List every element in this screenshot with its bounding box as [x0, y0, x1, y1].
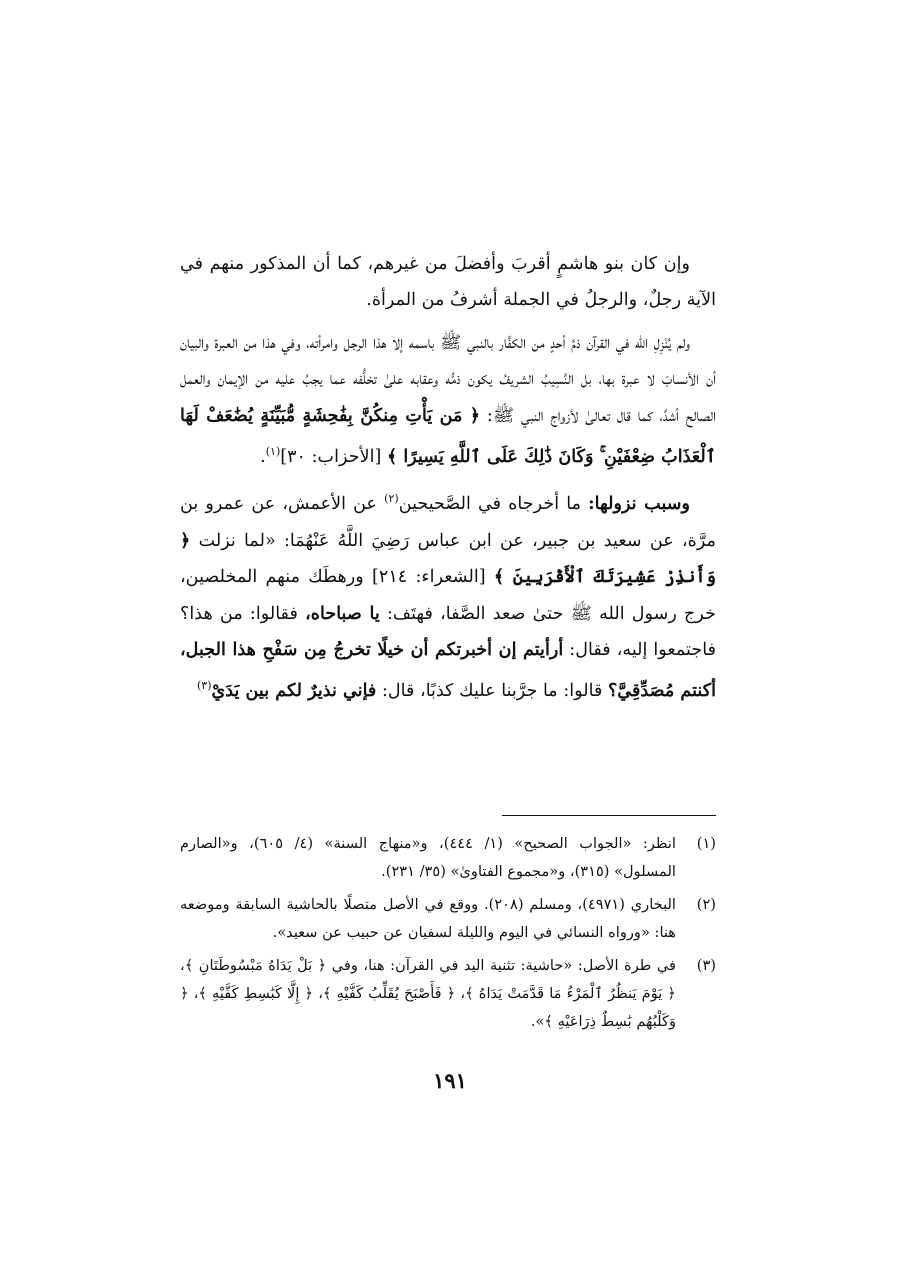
footnote-marker-2[interactable]: (٢) — [384, 492, 399, 506]
paragraph-1 — [180, 246, 716, 319]
paragraph-2-text: ولم يُنْزِلِ الله في القرآن ذمَّ أحدٍ من الكفَّار بالنبي ﷺ باسمه إلا هذا الرجل وامرأته، وفي هذا من العبرة والبيان أن الأنسابَ لا عبرة بها، بل النَّسِيبُ الشريفُ يكون ذمُّه وعقابه علىٰ تخلُّفه عما يجبُ عليه من الإيمان والعمل الصالح أشدَّ، كما قال تعالىٰ لأزواج النبي ﷺ: — [180, 332, 716, 426]
quran-verse-shuara: ﴿ وَأَنذِرْ عَشِيرَتَكَ ٱلْأَقْرَبِينَ ﴾ — [180, 529, 716, 588]
paragraph-3-text-c: [الشعراء: ٢١٤] ورهطَك منهم المخلصين، خرج رسول الله ﷺ حتىٰ صعد الصَّفا، فهتَف: — [180, 567, 716, 624]
footnote-1 — [180, 830, 716, 885]
footnote-text: في طرة الأصل: «حاشية: تثنية اليد في القرآن: هنا، وفي ﴿ بَلْ يَدَاهُ مَبْسُوطَتَانِ ﴾، ﴿ يَوْمَ يَنظُرُ ٱلْمَرْءُ مَا قَدَّمَتْ يَدَاهُ ﴾، ﴿ فَأَصْبَحَ يُقَلِّبُ كَفَّيْهِ ﴾، ﴿ إِلَّا كَبَٰسِطِ كَفَّيْهِ ﴾، ﴿ وَكَلْبُهُم بَٰسِطٌ ذِرَاعَيْهِ ﴾». — [180, 957, 676, 1030]
paragraph-3-text-d: فقالوا: من هذا؟ فاجتمعوا إليه، فقال: — [180, 603, 717, 661]
footnote-marker-3[interactable]: (٣) — [196, 679, 212, 693]
footnote-3 — [180, 952, 716, 1035]
page-number: ١٩١ — [433, 1068, 467, 1093]
footnote-text: انظر: «الجواب الصحيح» (١/ ٤٤٤)، و«منهاج السنة» (٤/ ٦٠٥)، و«الصارم المسلول» (٣١٥)، و«مجموع الفتاوىٰ» (٣٥/ ٢٣١). — [180, 835, 676, 880]
quran-verse-ahzab: ﴿ مَن يَأْتِ مِنكُنَّ بِفَٰحِشَةٍ مُّبَيِّنَةٍ يُضَٰعَفْ لَهَا ٱلْعَذَابُ ضِعْفَيْنِ ۚ وَكَانَ ذَٰلِكَ عَلَى ٱللَّهِ يَسِيرًا ﴾ — [180, 404, 716, 468]
call-phrase: يا صباحاه، — [305, 602, 380, 624]
paragraph-1-text: وإن كان بنو هاشمٍ أقربَ وأفضلَ من غيرهم، كما أن المذكور منهم في الآية رجلٌ، والرجلُ في الجملة أشرفُ من المرأة. — [180, 254, 716, 311]
paragraph-3 — [180, 481, 716, 709]
footnote-2 — [180, 891, 716, 946]
footnotes — [180, 830, 716, 1041]
prophet-speech-1: أرأيتم إن أخبرتكم أن خيلًا تخرجُ مِن سَفْحِ هذا الجبل، أكنتم مُصَدِّقِيَّ؟ — [180, 639, 716, 702]
footnote-number: (٣) — [696, 957, 716, 975]
section-lead: وسبب نزولها: — [588, 493, 691, 515]
prophet-speech-2: فإني نذيرٌ لكم بين يَدَيْ — [211, 680, 377, 702]
footnote-number: (١) — [696, 835, 716, 852]
paragraph-3-text-a: ما أخرجاه في الصَّحيحين — [398, 494, 582, 515]
paragraph-3-text-f: قالوا: ما جرَّبنا عليك كذبًا، قال: — [381, 681, 603, 702]
paragraph-2: ولم يُنْزِلِ الله في القرآن ذمَّ أحدٍ من الكفَّار بالنبي ﷺ باسمه إلا هذا الرجل وامرأته، وفي هذا من العبرة والبيان أن الأنسابَ لا عبرة بها، بل النَّسِيبُ الشريفُ يكون ذمُّه وعقابه علىٰ تخلُّفه عما يجبُ عليه من الإيمان والعمل الصالح أشدَّ، كما قال تعالىٰ لأزواج النبي ﷺ: ﴿ مَن يَأْتِ مِنكُنَّ بِفَٰحِشَةٍ مُّبَيِّنَةٍ يُضَٰعَفْ لَهَا ٱلْعَذَابُ ضِعْفَيْنِ ۚ وَكَانَ ذَٰلِكَ عَلَى ٱللَّهِ يَسِيرًا ﴾ [الأحزاب: ٣٠]$^{(١)}$. — [180, 332, 716, 468]
main-text — [180, 246, 716, 716]
footnote-number: (٢) — [696, 896, 716, 914]
footnote-marker-1[interactable]: (١) — [265, 445, 281, 459]
footnote-text: البخاري (٤٩٧١)، ومسلم (٢٠٨). ووقع في الأصل متصلًا بالحاشية السابقة وموضعه هنا: «ورواه النسائي في اليوم والليلة لسفيان عن حبيب عن سعيد». — [180, 896, 676, 941]
paragraph-3-text-b: عن الأعمش، عن عمرو بن مرَّة، عن سعيد بن جبير، عن ابن عباس رَضِيَ اللَّهُ عَنْهُمَا: «لما نزلت — [180, 494, 716, 551]
footnote-divider — [502, 815, 716, 816]
verse-reference: [الأحزاب: ٣٠] — [280, 447, 382, 468]
